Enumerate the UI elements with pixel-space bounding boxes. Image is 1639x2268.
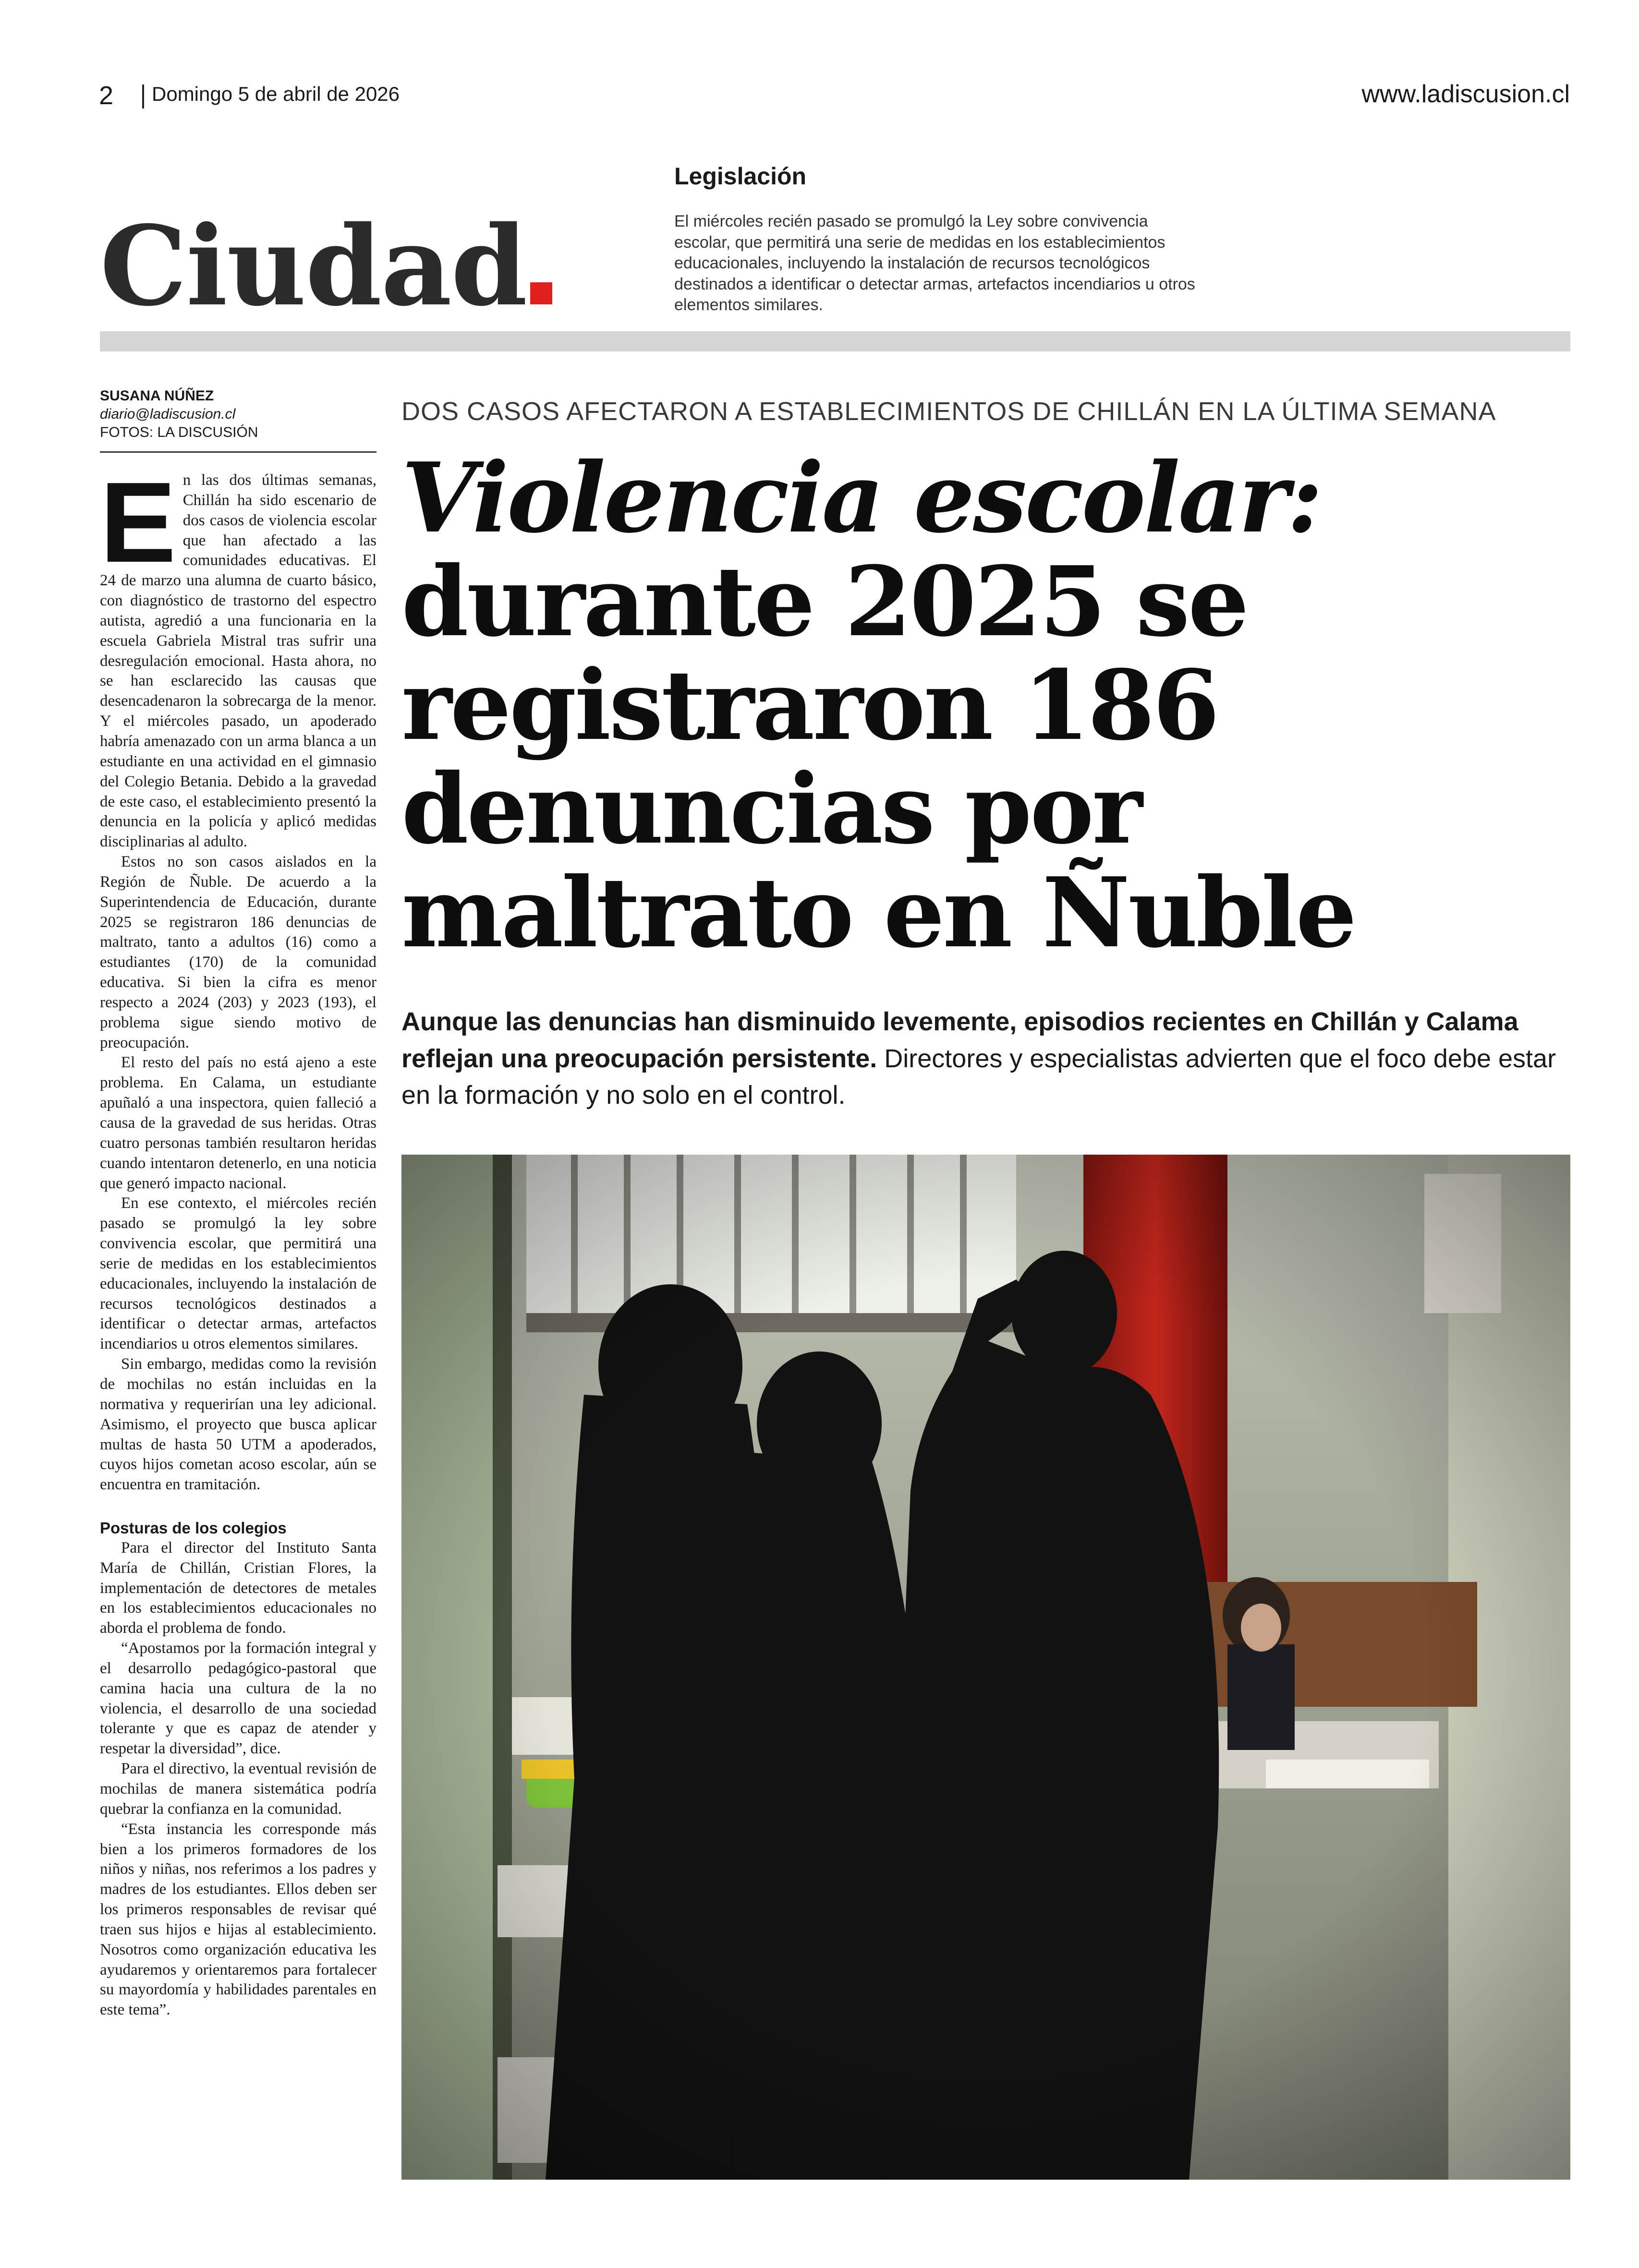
drop-cap: E bbox=[100, 459, 176, 586]
byline-email[interactable]: diario@ladiscusion.cl bbox=[100, 406, 236, 422]
byline-author: SUSANA NÚÑEZ bbox=[100, 388, 214, 404]
article-standfirst bbox=[401, 1003, 1568, 1114]
body-paragraph: El resto del país no está ajeno a este problema. En Calama, un estudiante apuñaló a una inspectora, quien falleció a causa de la gravedad de sus heridas. Otras cuatro personas también resultaron heridas cuando intentaron detenerlo, en una noticia que generó impacto nacional. bbox=[100, 1054, 376, 1192]
body-subheading: Posturas de los colegios bbox=[100, 1519, 287, 1537]
page-number: 2 bbox=[99, 81, 114, 110]
header-divider bbox=[142, 84, 144, 109]
body-paragraph: “Esta instancia les corresponde más bien a los primeros formadores de los niños y niñas, nos referimos a los padres y madres de los estudiantes. Ellos deben ser los primeros responsables de revisar qué traen sus hijos e hijas al establecimiento. Nosotros como organización educativa les ayudaremos y orientaremos para fortalecer su mayordomía y habilidades parentales en este tema”. bbox=[100, 1820, 376, 2019]
paragraph-text: n las dos últimas semanas, Chillán ha sido escenario de dos casos de violencia escolar que han afectado a las comunidades educativas. El 24 de marzo una alumna de cuarto básico, con diagnóstico de trastorno del espectro autista, agredió a una funcionaria en la escuela Gabriela Mistral tras sufrir una desregulación emocional. Hasta ahora, no se han esclarecido las causas que desencadenaron la sobrecarga de la menor. Y el miércoles pasado, un apoderado habría amenazado con un arma blanca a un estudiante en una actividad en el gimnasio del Colegio Betania. Debido a la gravedad de este caso, el establecimiento presentó la denuncia en la policía y aplicó medidas disciplinarias al adulto. bbox=[100, 471, 376, 851]
body-paragraph: Para el director del Instituto Santa María de Chillán, Cristian Flores, la implementación de detectores de metales en los establecimientos educacionales no aborda el problema de fondo. bbox=[100, 1539, 376, 1637]
standfirst-bold: Aunque las denuncias han disminuido levemente, episodios recientes en Chillán y Calama reflejan una preocupación persistente. bbox=[401, 1007, 1518, 1073]
body-paragraph: Estos no son casos aislados en la Región de Ñuble. De acuerdo a la Superintendencia de Educación, durante 2025 se registraron 186 denuncias de maltrato, tanto a adultos (16) como a estudiantes (170) de la comunidad educativa. Si bien la cifra es menor respecto a 2024 (203) y 2023 (193), el problema sigue siendo motivo de preocupación. bbox=[100, 853, 376, 1051]
section-title-text: Ciudad bbox=[100, 202, 527, 330]
issue-date: Domingo 5 de abril de 2026 bbox=[152, 83, 400, 105]
section-title bbox=[100, 202, 552, 330]
body-paragraph bbox=[100, 459, 376, 852]
website-link[interactable]: www.ladiscusion.cl bbox=[1361, 80, 1570, 108]
sidebar-text: El miércoles recién pasado se promulgó la Ley sobre convivencia escolar, que permitirá una serie de medidas en los establecimientos educacionales, incluyendo la instalación de recursos tecnológicos destinados a identificar o detectar armas, artefactos incendiarios u otros elementos similares. bbox=[674, 212, 1195, 314]
article-body bbox=[100, 459, 376, 2020]
classroom-photo-illustration bbox=[401, 1155, 1570, 2180]
byline-photo-credit: FOTOS: LA DISCUSIÓN bbox=[100, 424, 258, 440]
sidebar-heading: Legislación bbox=[674, 163, 807, 190]
article-headline bbox=[401, 442, 1506, 969]
body-paragraph: “Apostamos por la formación integral y el desarrollo pedagógico-pastoral que camina hacia una cultura de la no violencia, el desarrollo de una sociedad tolerante y que es capaz de atender y respetar la diversidad”, dice. bbox=[100, 1640, 376, 1758]
headline-italic: Violencia escolar: bbox=[401, 442, 1321, 555]
section-accent-dot bbox=[530, 282, 552, 304]
article-kicker: DOS CASOS AFECTARON A ESTABLECIMIENTOS DE CHILLÁN EN LA ÚLTIMA SEMANA bbox=[401, 397, 1496, 426]
headline-rest: durante 2025 se registraron 186 denuncias por maltrato en Ñuble bbox=[401, 545, 1355, 969]
section-divider-bar bbox=[100, 331, 1570, 351]
body-paragraph: Sin embargo, medidas como la revisión de mochilas no están incluidas en la normativa y requerirían una ley adicional. Asimismo, el proyecto que busca aplicar multas de hasta 50 UTM a apoderados, cuyos hijos cometan acoso escolar, aún se encuentra en tramitación. bbox=[100, 1355, 376, 1494]
article-photo bbox=[401, 1155, 1570, 2180]
body-paragraph: Para el directivo, la eventual revisión de mochilas de manera sistemática podría quebrar la confianza en la comunidad. bbox=[100, 1760, 376, 1818]
body-paragraph: En ese contexto, el miércoles recién pasado se promulgó la ley sobre convivencia escolar, que permitirá una serie de medidas en los establecimientos educacionales, incluyendo la instalación de recursos tecnológicos destinados a identificar o detectar armas, artefactos incendiarios u otros elementos similares. bbox=[100, 1194, 376, 1353]
standfirst-regular: Directores y especialistas advierten que el foco debe estar en la formación y no solo en el control. bbox=[401, 1044, 1556, 1110]
byline-rule bbox=[100, 451, 376, 453]
